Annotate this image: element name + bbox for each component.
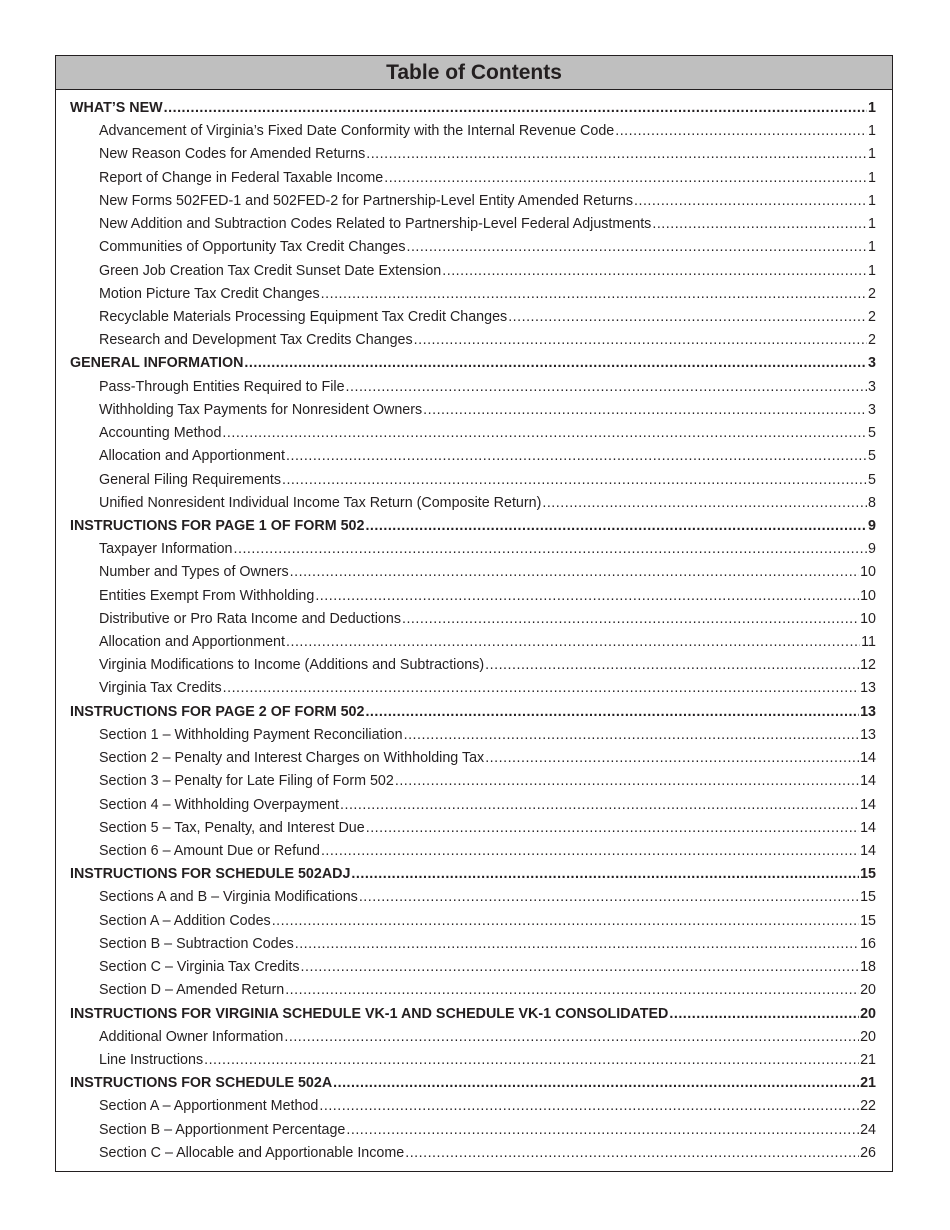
toc-entry-page-number: 2	[868, 285, 876, 302]
dot-leader	[634, 190, 867, 213]
dot-leader	[351, 863, 859, 886]
toc-entry-page-number: 2	[868, 308, 876, 325]
toc-subsection-entry[interactable]	[70, 794, 876, 817]
toc-entry-title: Section D – Amended Return	[99, 982, 285, 999]
toc-entry-title: Section B – Apportionment Percentage	[99, 1121, 346, 1138]
dot-leader	[384, 167, 867, 190]
toc-entry-page-number: 21	[860, 1051, 876, 1068]
dot-leader	[615, 120, 867, 143]
dot-leader	[315, 585, 859, 608]
dot-leader	[284, 1026, 859, 1049]
toc-subsection-entry[interactable]	[70, 399, 876, 422]
toc-subsection-entry[interactable]	[70, 445, 876, 468]
toc-subsection-entry[interactable]	[70, 561, 876, 584]
toc-entry-list	[70, 97, 876, 1165]
toc-subsection-entry[interactable]	[70, 677, 876, 700]
dot-leader	[652, 213, 867, 236]
dot-leader	[319, 1095, 859, 1118]
toc-entry-page-number: 14	[860, 750, 876, 767]
dot-leader	[366, 143, 867, 166]
toc-entry-title: Section 1 – Withholding Payment Reconciliation	[99, 726, 403, 743]
toc-subsection-entry[interactable]	[70, 190, 876, 213]
toc-entry-page-number: 14	[860, 843, 876, 859]
toc-section-entry[interactable]	[70, 1003, 876, 1026]
toc-entry-page-number: 1	[868, 146, 876, 163]
dot-leader	[404, 724, 860, 747]
toc-entry-page-number: 10	[860, 610, 876, 627]
toc-entry-page-number: 9	[868, 517, 876, 534]
toc-subsection-entry[interactable]	[70, 376, 876, 399]
toc-entry-title: Recyclable Materials Processing Equipment Tax Credit Changes	[99, 308, 508, 325]
toc-entry-title: Unified Nonresident Individual Income Tax Return (Composite Return)	[99, 494, 542, 511]
dot-leader	[333, 1072, 859, 1095]
toc-entry-title: Report of Change in Federal Taxable Income	[99, 169, 384, 186]
toc-entry-title: Allocation and Apportionment	[99, 634, 285, 651]
toc-subsection-entry[interactable]	[70, 1119, 876, 1142]
toc-entry-page-number: 20	[860, 1028, 876, 1045]
toc-subsection-entry[interactable]	[70, 1142, 876, 1165]
toc-entry-page-number: 22	[860, 1098, 876, 1115]
toc-entry-title: Section 3 – Penalty for Late Filing of Form 502	[99, 773, 394, 790]
dot-leader	[223, 677, 859, 700]
toc-subsection-entry[interactable]	[70, 167, 876, 190]
dot-leader	[286, 445, 867, 468]
dot-leader	[402, 608, 859, 631]
toc-subsection-entry[interactable]	[70, 608, 876, 631]
dot-leader	[286, 631, 860, 654]
toc-entry-page-number: 13	[860, 726, 876, 743]
toc-entry-title: Section 2 – Penalty and Interest Charges on Withholding Tax	[99, 750, 485, 767]
toc-entry-title: Accounting Method	[99, 425, 222, 442]
toc-entry-page-number: 26	[860, 1144, 876, 1161]
toc-entry-page-number: 13	[860, 680, 876, 697]
toc-entry-title: Withholding Tax Payments for Nonresident Owners	[99, 401, 423, 418]
toc-entry-page-number: 11	[861, 634, 876, 651]
dot-leader	[414, 329, 867, 352]
dot-leader	[423, 399, 867, 422]
toc-subsection-entry[interactable]	[70, 979, 876, 1002]
toc-subsection-entry[interactable]	[70, 956, 876, 979]
toc-entry-page-number: 9	[868, 541, 876, 558]
toc-subsection-entry[interactable]	[70, 143, 876, 166]
dot-leader	[542, 492, 867, 515]
toc-entry-page-number: 1	[868, 262, 876, 279]
dot-leader	[204, 1049, 859, 1072]
dot-leader	[346, 1119, 859, 1142]
toc-entry-title: Taxpayer Information	[99, 541, 233, 558]
toc-entry-page-number: 20	[860, 982, 876, 999]
toc-section-entry[interactable]	[70, 701, 876, 724]
toc-subsection-entry[interactable]	[70, 469, 876, 492]
toc-entry-page-number: 20	[860, 1005, 876, 1022]
toc-entry-page-number: 5	[868, 471, 876, 488]
dot-leader	[365, 701, 859, 724]
toc-subsection-entry[interactable]	[70, 306, 876, 329]
toc-entry-title: Number and Types of Owners	[99, 564, 289, 581]
toc-entry-title: Section C – Virginia Tax Credits	[99, 959, 300, 976]
toc-subsection-entry[interactable]	[70, 724, 876, 747]
toc-subsection-entry[interactable]	[70, 236, 876, 259]
toc-entry-page-number: 8	[868, 494, 876, 511]
dot-leader	[442, 260, 867, 283]
dot-leader	[395, 770, 859, 793]
toc-entry-title: Allocation and Apportionment	[99, 448, 285, 465]
dot-leader	[285, 979, 859, 1002]
toc-entry-title: Green Job Creation Tax Credit Sunset Date Extension	[99, 262, 442, 279]
toc-subsection-entry[interactable]	[70, 747, 876, 770]
toc-entry-title: New Forms 502FED-1 and 502FED-2 for Partnership-Level Entity Amended Returns	[99, 192, 633, 209]
toc-subsection-entry[interactable]	[70, 817, 876, 840]
dot-leader	[295, 933, 859, 956]
toc-entry-title: Entities Exempt From Withholding	[99, 587, 315, 604]
toc-section-entry[interactable]	[70, 97, 876, 120]
toc-entry-page-number: 1	[868, 100, 876, 116]
toc-entry-title: INSTRUCTIONS FOR PAGE 2 OF FORM 502	[70, 703, 365, 720]
dot-leader	[301, 956, 860, 979]
dot-leader	[359, 886, 859, 909]
dot-leader	[406, 236, 867, 259]
toc-subsection-entry[interactable]	[70, 585, 876, 608]
toc-entry-title: Line Instructions	[99, 1051, 204, 1068]
toc-entry-page-number: 12	[860, 657, 876, 674]
toc-entry-page-number: 5	[868, 448, 876, 465]
toc-entry-page-number: 2	[868, 332, 876, 349]
toc-subsection-entry[interactable]	[70, 770, 876, 793]
dot-leader	[290, 561, 859, 584]
toc-entry-title: General Filing Requirements	[99, 471, 281, 488]
toc-entry-title: Section 5 – Tax, Penalty, and Interest Due	[99, 819, 365, 836]
dot-leader	[282, 469, 867, 492]
toc-entry-title: New Addition and Subtraction Codes Related to Partnership-Level Federal Adjustments	[99, 216, 652, 233]
toc-section-entry[interactable]	[70, 1072, 876, 1095]
toc-subsection-entry[interactable]	[70, 283, 876, 306]
toc-entry-page-number: 15	[860, 866, 876, 883]
toc-entry-title: INSTRUCTIONS FOR SCHEDULE 502A	[70, 1075, 333, 1092]
toc-entry-title: Advancement of Virginia’s Fixed Date Conformity with the Internal Revenue Code	[99, 123, 615, 140]
toc-subsection-entry[interactable]	[70, 213, 876, 236]
toc-entry-page-number: 15	[860, 889, 876, 906]
toc-entry-page-number: 14	[860, 819, 876, 836]
toc-entry-title: INSTRUCTIONS FOR VIRGINIA SCHEDULE VK-1 AND SCHEDULE VK-1 CONSOLIDATED	[70, 1005, 669, 1022]
toc-section-entry[interactable]	[70, 515, 876, 538]
toc-subsection-entry[interactable]	[70, 631, 876, 654]
dot-leader	[234, 538, 868, 561]
dot-leader	[669, 1003, 859, 1026]
toc-entry-page-number: 1	[868, 239, 876, 256]
toc-subsection-entry[interactable]	[70, 492, 876, 515]
toc-entry-page-number: 1	[868, 216, 876, 233]
toc-title: Table of Contents	[56, 56, 892, 90]
toc-entry-page-number: 3	[868, 401, 876, 418]
toc-entry-page-number: 1	[868, 192, 876, 209]
toc-subsection-entry[interactable]	[70, 910, 876, 933]
toc-subsection-entry[interactable]	[70, 1049, 876, 1072]
toc-entry-title: New Reason Codes for Amended Returns	[99, 146, 366, 163]
toc-subsection-entry[interactable]	[70, 260, 876, 283]
toc-entry-title: Sections A and B – Virginia Modifications	[99, 889, 358, 906]
dot-leader	[366, 817, 859, 840]
toc-subsection-entry[interactable]	[70, 654, 876, 677]
toc-subsection-entry[interactable]	[70, 1026, 876, 1049]
toc-entry-page-number: 21	[860, 1075, 876, 1092]
toc-subsection-entry[interactable]	[70, 840, 876, 863]
dot-leader	[244, 352, 867, 375]
toc-entry-title: Motion Picture Tax Credit Changes	[99, 285, 320, 302]
toc-entry-title: WHAT’S NEW	[70, 100, 163, 116]
toc-entry-title: Section C – Allocable and Apportionable Income	[99, 1144, 405, 1161]
toc-subsection-entry[interactable]	[70, 538, 876, 561]
toc-subsection-entry[interactable]	[70, 1095, 876, 1118]
dot-leader	[365, 515, 867, 538]
toc-entry-title: INSTRUCTIONS FOR SCHEDULE 502ADJ	[70, 866, 351, 883]
toc-entry-page-number: 10	[860, 564, 876, 581]
toc-subsection-entry[interactable]	[70, 422, 876, 445]
toc-entry-title: Additional Owner Information	[99, 1028, 284, 1045]
toc-entry-page-number: 13	[860, 703, 876, 720]
dot-leader	[272, 910, 859, 933]
dot-leader	[405, 1142, 859, 1165]
toc-entry-page-number: 10	[860, 587, 876, 604]
toc-entry-title: Virginia Tax Credits	[99, 680, 222, 697]
toc-entry-title: Distributive or Pro Rata Income and Deductions	[99, 610, 401, 627]
toc-section-entry[interactable]	[70, 863, 876, 886]
toc-entry-title: GENERAL INFORMATION	[70, 355, 244, 372]
toc-entry-page-number: 16	[860, 935, 876, 952]
toc-entry-title: Section 6 – Amount Due or Refund	[99, 843, 320, 859]
table-of-contents	[55, 55, 893, 1172]
toc-entry-title: Section A – Apportionment Method	[99, 1098, 319, 1115]
toc-subsection-entry[interactable]	[70, 886, 876, 909]
toc-entry-page-number: 5	[868, 425, 876, 442]
toc-subsection-entry[interactable]	[70, 329, 876, 352]
dot-leader	[346, 376, 868, 399]
toc-entry-page-number: 3	[868, 378, 876, 395]
toc-entry-page-number: 15	[860, 912, 876, 929]
dot-leader	[164, 97, 867, 120]
toc-subsection-entry[interactable]	[70, 933, 876, 956]
toc-entry-title: Section B – Subtraction Codes	[99, 935, 294, 952]
toc-entry-page-number: 1	[868, 169, 876, 186]
toc-entry-title: Section 4 – Withholding Overpayment	[99, 796, 339, 813]
dot-leader	[508, 306, 867, 329]
toc-entry-title: Communities of Opportunity Tax Credit Changes	[99, 239, 406, 256]
toc-entry-title: Virginia Modifications to Income (Additions and Subtractions)	[99, 657, 485, 674]
toc-entry-title: Pass-Through Entities Required to File	[99, 378, 345, 395]
toc-subsection-entry[interactable]	[70, 120, 876, 143]
dot-leader	[321, 283, 867, 306]
dot-leader	[340, 794, 859, 817]
toc-entry-page-number: 24	[860, 1121, 876, 1138]
dot-leader	[485, 747, 859, 770]
toc-entry-title: INSTRUCTIONS FOR PAGE 1 OF FORM 502	[70, 517, 365, 534]
toc-entry-page-number: 1	[868, 123, 876, 140]
toc-entry-page-number: 14	[860, 796, 876, 813]
toc-entry-page-number: 14	[860, 773, 876, 790]
toc-entry-title: Research and Development Tax Credits Changes	[99, 332, 413, 349]
toc-entry-page-number: 18	[860, 959, 876, 976]
dot-leader	[321, 840, 859, 863]
dot-leader	[485, 654, 859, 677]
toc-section-entry[interactable]	[70, 352, 876, 375]
toc-entry-title: Section A – Addition Codes	[99, 912, 271, 929]
toc-entry-page-number: 3	[868, 355, 876, 372]
dot-leader	[222, 422, 867, 445]
